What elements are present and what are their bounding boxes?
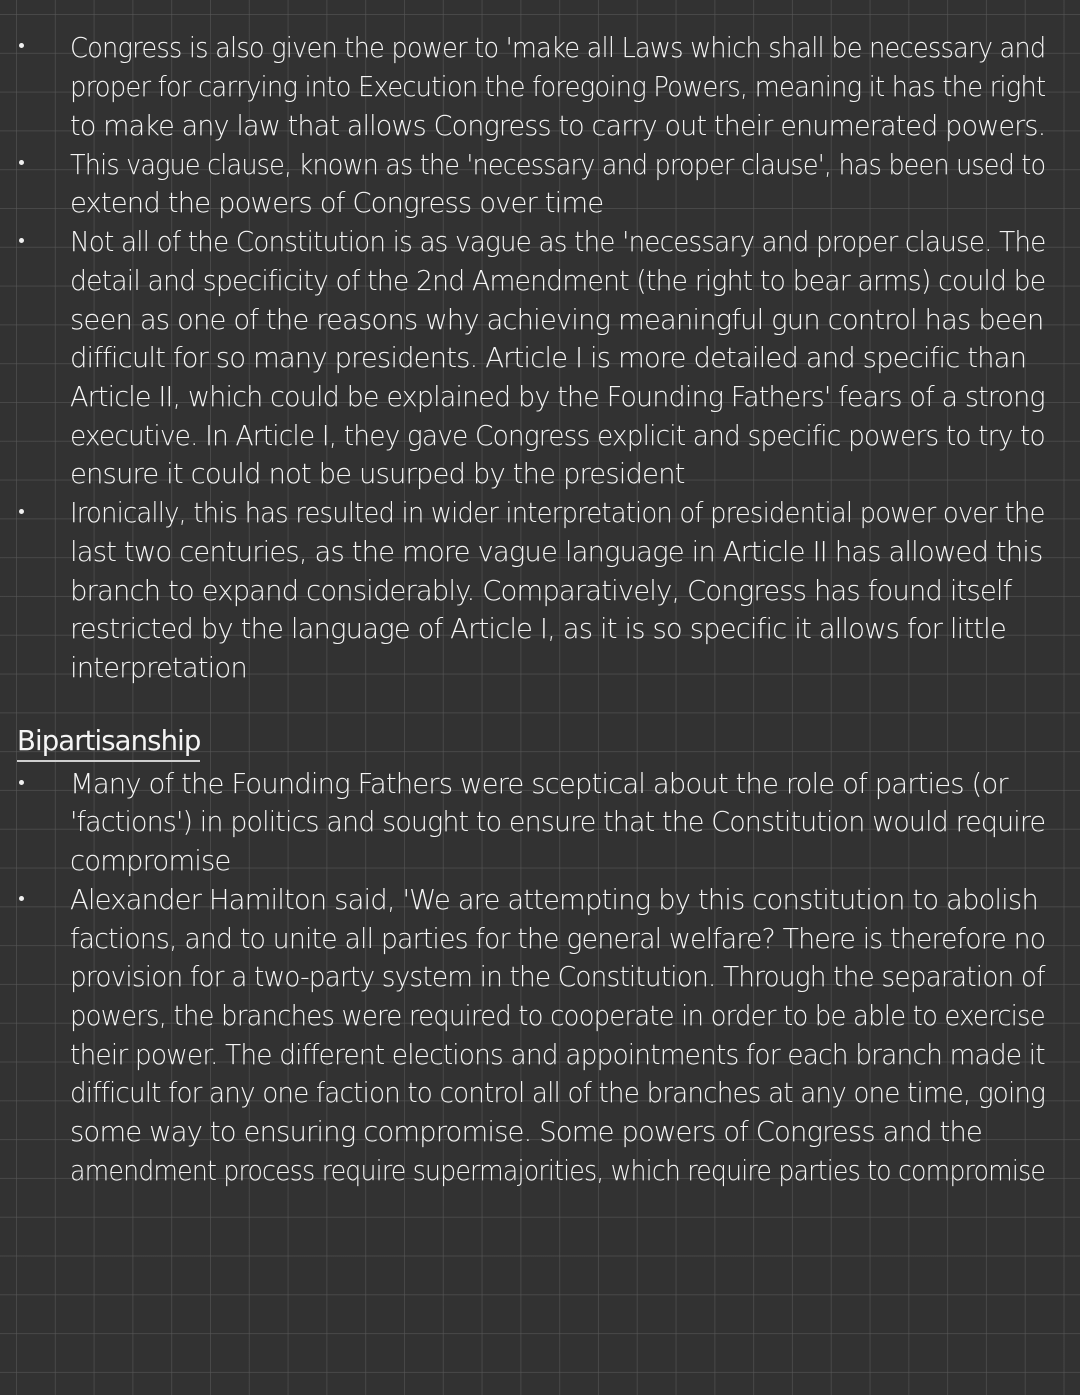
text-line: seen as one of the reasons why achieving meaningful gun control has been [70, 304, 1044, 336]
bullet-dot-icon [19, 896, 24, 901]
text-line: restricted by the language of Article I, as it is so specific it allows for little [70, 613, 1006, 645]
text-line: Ironically, this has resulted in wider interpretation of presidential power over the [70, 497, 1045, 529]
text-line: Congress is also given the power to 'make all Laws which shall be necessary and [70, 32, 1046, 64]
text-line: some way to ensuring compromise. Some powers of Congress and the [70, 1116, 982, 1148]
text-line: proper for carrying into Execution the foregoing Powers, meaning it has the right [70, 71, 1046, 103]
text-line: This vague clause, known as the 'necessary and proper clause', has been used to [70, 149, 1046, 181]
text-line: Alexander Hamilton said, 'We are attempting by this constitution to abolish [70, 884, 1038, 916]
text-line: ensure it could not be usurped by the president [70, 458, 685, 490]
text-line: detail and specificity of the 2nd Amendment (the right to bear arms) could be [70, 265, 1046, 297]
bullet-dot-icon [19, 238, 24, 243]
section-heading: Bipartisanship [17, 722, 200, 762]
text-line: difficult for so many presidents. Article I is more detailed and specific than [70, 342, 1027, 374]
text-line: branch to expand considerably. Comparatively, Congress has found itself [70, 575, 1012, 607]
bullet-dot-icon [19, 160, 24, 165]
text-line: extend the powers of Congress over time [70, 187, 604, 219]
text-line: amendment process require supermajorities, which require parties to compromise [70, 1155, 1046, 1187]
text-line: Many of the Founding Fathers were sceptical about the role of parties (or [70, 768, 1008, 800]
bullet-dot-icon [19, 43, 24, 48]
text-line: last two centuries, as the more vague language in Article II has allowed this [70, 536, 1043, 568]
text-line: difficult for any one faction to control all of the branches at any one time, going [70, 1077, 1046, 1109]
text-line: their power. The different elections and appointments for each branch made it [70, 1039, 1045, 1071]
text-line: Article II, which could be explained by the Founding Fathers' fears of a strong [70, 381, 1045, 413]
text-line: Not all of the Constitution is as vague as the 'necessary and proper clause. The [70, 226, 1046, 258]
text-line: 'factions') in politics and sought to ensure that the Constitution would require [70, 806, 1046, 838]
text-line: compromise [70, 845, 231, 877]
text-line: powers, the branches were required to cooperate in order to be able to exercise [70, 1000, 1045, 1032]
text-line: factions, and to unite all parties for the general welfare? There is therefore no [70, 923, 1046, 955]
bullet-dot-icon [19, 509, 24, 514]
text-line: executive. In Article I, they gave Congress explicit and specific powers to try to [70, 420, 1045, 452]
text-line: to make any law that allows Congress to carry out their enumerated powers. [70, 110, 1046, 142]
text-line: provision for a two-party system in the Constitution. Through the separation of [70, 961, 1045, 993]
text-line: interpretation [70, 652, 247, 684]
bullet-dot-icon [19, 780, 24, 785]
